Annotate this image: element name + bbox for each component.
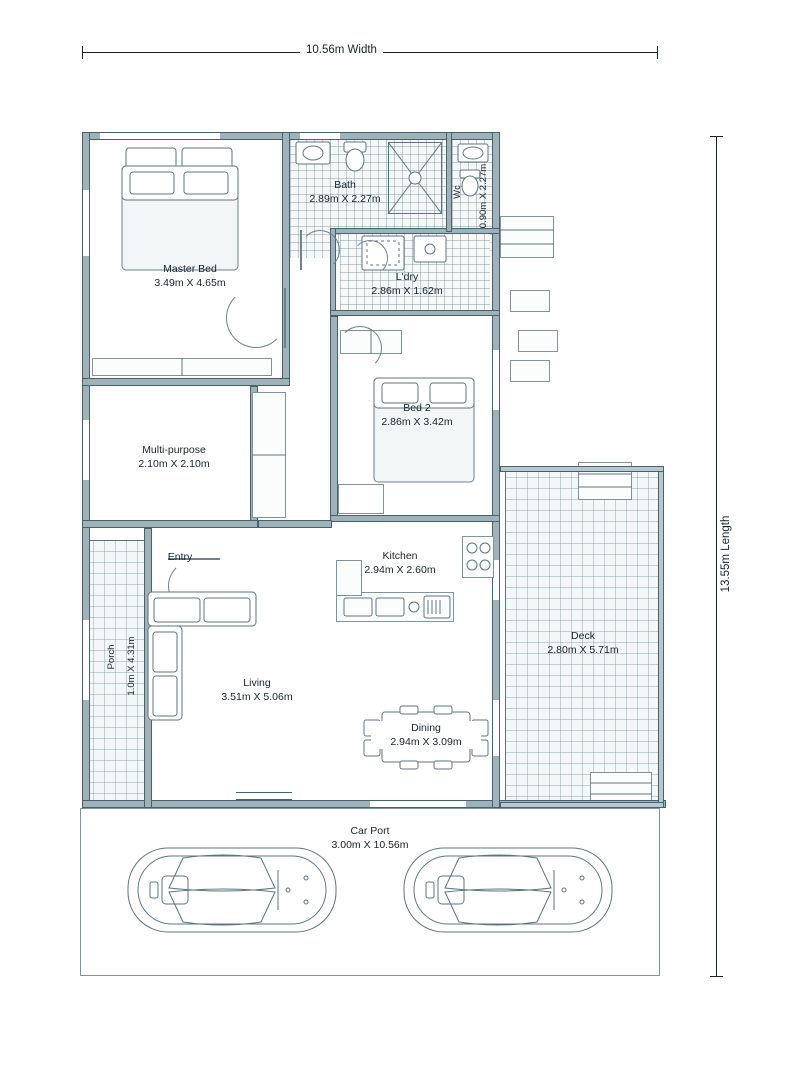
bed2-furniture bbox=[374, 378, 480, 488]
wall-entry-top bbox=[258, 520, 332, 528]
label-wc-size-wrap bbox=[478, 156, 490, 236]
label-dining bbox=[371, 721, 481, 749]
wall-ldry-bottom bbox=[330, 310, 500, 316]
label-kitchen-name: Kitchen bbox=[382, 550, 418, 562]
label-deck-size: 2.80m X 5.71m bbox=[547, 644, 619, 656]
window-bath-top bbox=[300, 132, 340, 140]
label-bath bbox=[290, 178, 400, 206]
length-dimension-label: 13.55m Length bbox=[720, 494, 732, 614]
label-deck bbox=[524, 629, 642, 657]
wall-bath-bottom bbox=[330, 228, 500, 234]
label-bed2 bbox=[362, 401, 472, 429]
label-wc bbox=[452, 162, 464, 222]
master-bed-furniture bbox=[120, 148, 260, 273]
multi-purpose-robe-detail bbox=[252, 392, 286, 518]
label-bed2-name: Bed 2 bbox=[403, 402, 431, 414]
label-living bbox=[202, 676, 312, 704]
label-car-port-name: Car Port bbox=[350, 825, 390, 837]
exterior-unit-c bbox=[510, 360, 550, 382]
exterior-unit-a bbox=[510, 290, 550, 312]
label-bed2-size: 2.86m X 3.42m bbox=[381, 416, 453, 428]
width-dimension-cap-left bbox=[82, 46, 83, 59]
label-wc-name: Wc bbox=[452, 185, 463, 199]
bath-door-leaf bbox=[300, 230, 302, 270]
label-dining-name: Dining bbox=[411, 722, 441, 734]
label-porch bbox=[106, 617, 118, 697]
window-living-bottom bbox=[370, 800, 466, 808]
label-multi-purpose-name: Multi-purpose bbox=[142, 444, 206, 456]
length-dimension-line bbox=[716, 136, 717, 976]
label-multi-purpose-size: 2.10m X 2.10m bbox=[138, 458, 210, 470]
kitchen-cooktop-detail bbox=[462, 536, 494, 578]
label-deck-name: Deck bbox=[571, 630, 595, 642]
label-car-port-size: 3.00m X 10.56m bbox=[331, 839, 409, 851]
wall-multi-bottom bbox=[82, 520, 258, 528]
label-car-port bbox=[310, 824, 430, 852]
label-master-bed bbox=[110, 262, 270, 290]
width-dimension-label: 10.56m Width bbox=[300, 44, 383, 56]
bed2-door-arc bbox=[338, 326, 382, 370]
wall-bed2-left bbox=[330, 316, 338, 522]
exterior-unit-b bbox=[518, 330, 558, 352]
label-porch-name: Porch bbox=[106, 644, 117, 670]
label-master-bed-name: Master Bed bbox=[163, 263, 217, 275]
length-dimension-cap-bottom bbox=[710, 976, 723, 977]
label-entry-name: Entry bbox=[167, 551, 193, 563]
wall-bed2-bottom bbox=[330, 515, 500, 522]
window-dining-right bbox=[492, 700, 500, 756]
label-kitchen bbox=[345, 549, 455, 577]
wall-deck-right bbox=[658, 466, 664, 808]
label-master-bed-size: 3.49m X 4.65m bbox=[154, 277, 226, 289]
window-multi-left bbox=[82, 420, 90, 480]
label-dining-size: 2.94m X 3.09m bbox=[390, 736, 462, 748]
car-right bbox=[404, 840, 614, 940]
window-porch-left bbox=[82, 620, 90, 700]
label-laundry bbox=[352, 270, 462, 298]
label-multi-purpose bbox=[96, 443, 252, 471]
label-living-name: Living bbox=[243, 677, 271, 689]
wall-deck-top bbox=[500, 466, 664, 472]
label-laundry-name: L'dry bbox=[395, 271, 419, 283]
wall-right-upper bbox=[492, 132, 500, 522]
master-door-arc bbox=[226, 288, 286, 348]
label-bath-size: 2.89m X 2.27m bbox=[309, 193, 381, 205]
label-laundry-size: 2.86m X 1.62m bbox=[371, 285, 443, 297]
wall-deck-bottom bbox=[500, 802, 664, 808]
label-porch-size-wrap bbox=[126, 620, 138, 712]
door-living-bottom bbox=[236, 792, 292, 800]
exterior-step-top-detail bbox=[500, 216, 554, 258]
length-dimension-cap-top bbox=[710, 136, 723, 137]
label-wc-size: 0.90m X 2.27m bbox=[478, 163, 489, 229]
bed2-closet bbox=[338, 484, 384, 514]
car-left bbox=[128, 840, 338, 940]
window-master-left bbox=[82, 190, 90, 256]
kitchen-bench-detail bbox=[336, 592, 454, 622]
bath-door-arc bbox=[300, 230, 340, 270]
master-robe-detail bbox=[92, 358, 272, 376]
window-bed2-right bbox=[492, 350, 500, 410]
label-kitchen-size: 2.94m X 2.60m bbox=[364, 564, 436, 576]
window-master-top bbox=[100, 132, 220, 140]
label-porch-size: 1.0m X 4.31m bbox=[126, 636, 137, 696]
width-dimension-cap-right bbox=[657, 46, 658, 59]
label-entry bbox=[140, 550, 220, 564]
master-door-leaf bbox=[284, 288, 286, 348]
wall-master-bottom bbox=[82, 378, 290, 386]
label-bath-name: Bath bbox=[334, 179, 356, 191]
label-living-size: 3.51m X 5.06m bbox=[221, 691, 293, 703]
